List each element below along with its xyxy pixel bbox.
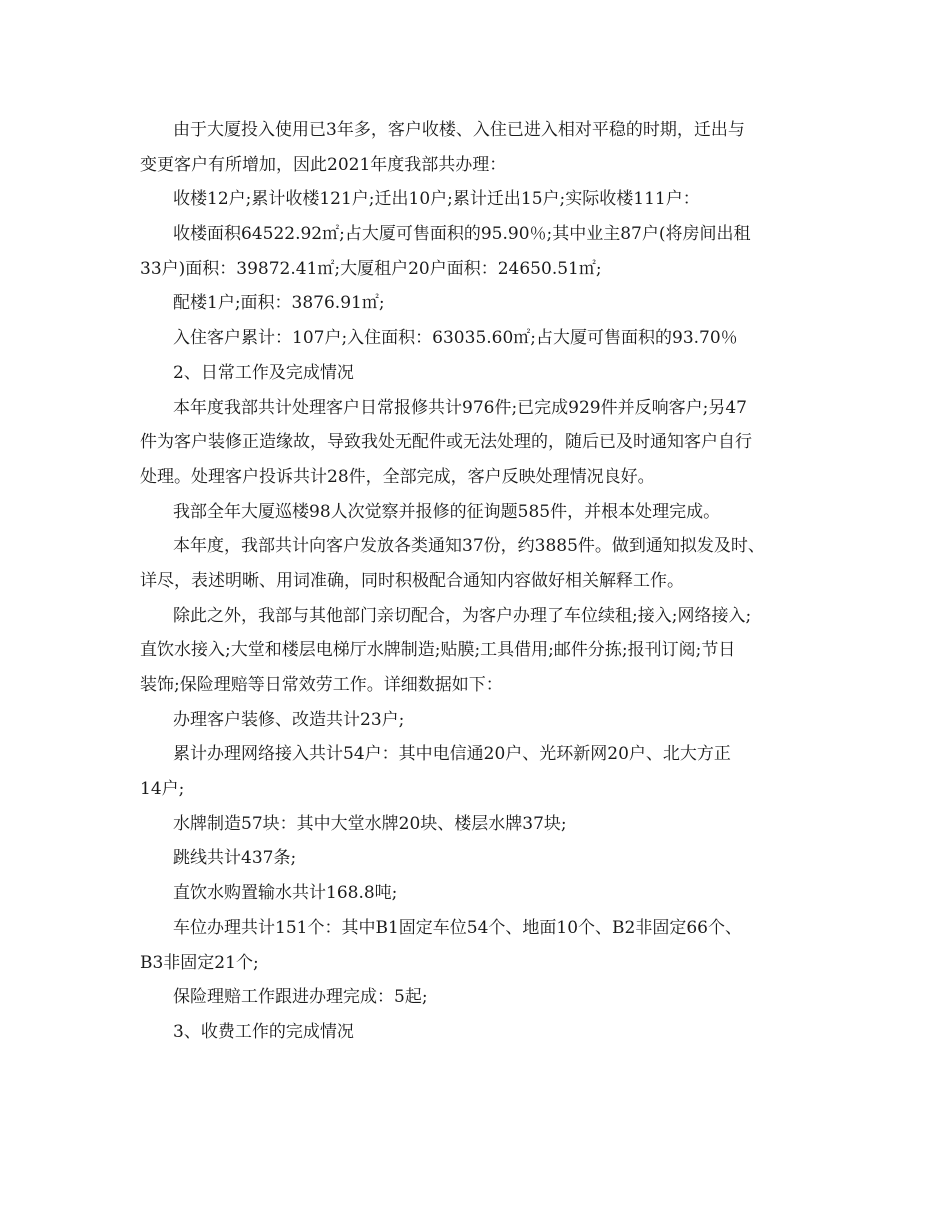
text-line: 33户)面积：39872.41㎡;大厦租户20户面积：24650.51㎡; [140,258,602,279]
text-line: 配楼1户;面积：3876.91㎡; [173,293,385,314]
text-line: 直饮水购置输水共计168.8吨; [173,883,398,904]
text-line: 本年度我部共计处理客户日常报修共计976件;已完成929件并反响客户;另47 [173,397,747,418]
text-line: 我部全年大厦巡楼98人次觉察并报修的征询题585件，并根本处理完成。 [173,501,721,522]
text-line: 14户; [140,779,185,800]
text-line: 跳线共计437条; [173,848,297,869]
text-line: 水牌制造57块：其中大堂水牌20块、楼层水牌37块; [173,813,567,834]
text-line: 本年度，我部共计向客户发放各类通知37份，约3885件。做到通知拟发及时、 [173,536,765,557]
text-line: 详尽，表述明晰、用词准确，同时积极配合通知内容做好相关解释工作。 [140,570,684,591]
text-line: 车位办理共计151个：其中B1固定车位54个、地面10个、B2非固定66个、 [173,917,742,938]
text-line: 直饮水接入;大堂和楼层电梯厅水牌制造;贴膜;工具借用;邮件分拣;报刊订阅;节日 [140,640,736,661]
text-line: 由于大厦投入使用已3年多，客户收楼、入住已进入相对平稳的时期，迁出与 [173,120,745,140]
text-line: 变更客户有所增加，因此2021年度我部共办理： [140,154,507,175]
text-line: 保险理赔工作跟进办理完成：5起; [173,987,428,1008]
text-line: 3、收费工作的完成情况 [173,1021,354,1042]
text-line: 装饰;保险理赔等日常效劳工作。详细数据如下： [140,675,503,695]
text-line: 收楼面积64522.92㎡;占大厦可售面积的95.90％;其中业主87户(将房间出租 [173,224,751,245]
document-page [140,113,820,1050]
text-line: 办理客户装修、改造共计23户; [173,709,405,730]
text-line: 收楼12户;累计收楼121户;迁出10户;累计迁出15户;实际收楼111户： [173,189,700,210]
text-line: B3非固定21个; [140,952,259,973]
text-line: 累计办理网络接入共计54户：其中电信通20户、光环新网20户、北大方正 [173,744,731,765]
text-line: 2、日常工作及完成情况 [173,362,354,383]
text-line: 除此之外，我部与其他部门亲切配合，为客户办理了车位续租;接入;网络接入; [173,605,752,626]
text-line: 入住客户累计：107户;入住面积：63035.60㎡;占大厦可售面积的93.70％ [173,328,738,349]
text-line: 处理。处理客户投诉共计28件，全部完成，客户反映处理情况良好。 [140,466,655,487]
text-line: 件为客户装修正造缘故，导致我处无配件或无法处理的，随后已及时通知客户自行 [140,432,752,453]
